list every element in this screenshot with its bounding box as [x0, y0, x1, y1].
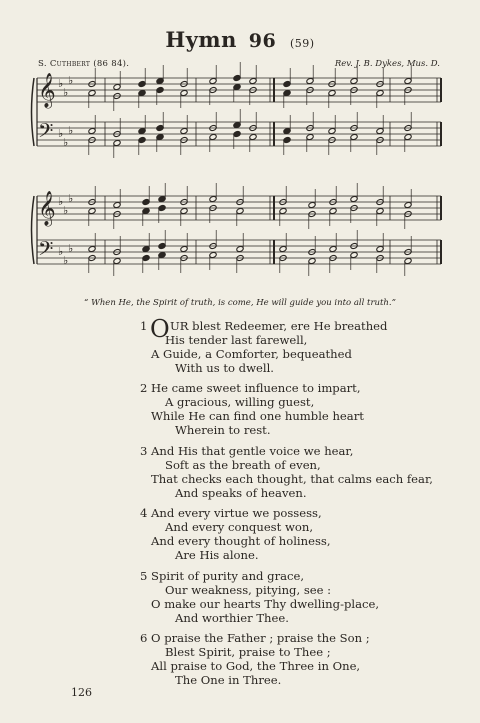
verse-line: Blest Spirit, praise to Thee ; [165, 645, 331, 659]
note-head [209, 196, 217, 203]
note-head [308, 202, 316, 209]
drop-cap: O [150, 315, 170, 343]
note-head [306, 134, 314, 141]
flat-sign: ♭ [58, 245, 64, 258]
note-head [142, 208, 150, 215]
verse-line: Wherein to rest. [175, 423, 271, 438]
note-head [308, 258, 316, 265]
note-head [236, 208, 244, 215]
note-head [404, 134, 412, 141]
hymn-number: 96 [248, 30, 277, 52]
note-head [142, 246, 150, 253]
note-head [180, 208, 188, 215]
note-head [328, 128, 336, 135]
note-head [113, 140, 121, 147]
verse-line: And every thought of holiness, [151, 534, 331, 549]
brace [32, 78, 35, 146]
note-head [156, 78, 164, 85]
note-head [350, 196, 358, 203]
note-head [113, 84, 121, 91]
flat-sign: ♭ [68, 74, 74, 87]
note-head [279, 208, 287, 215]
epigraph: “ When He, the Spirit of truth, is come, He will guide you into all truth.” [84, 298, 396, 308]
note-head [88, 128, 96, 135]
verse-line: Are His alone. [175, 548, 259, 563]
verse-line: And every conquest won, [165, 520, 314, 535]
verse-number: 3 [140, 443, 148, 458]
treble-clef: 𝄞 [38, 73, 56, 108]
note-head [180, 90, 188, 97]
flat-sign: ♭ [63, 86, 69, 99]
note-head [376, 128, 384, 135]
flat-sign: ♭ [68, 124, 74, 137]
note-head [113, 202, 121, 209]
flat-sign: ♭ [68, 242, 74, 255]
verse-line: All praise to God, the Three in One, [151, 659, 361, 673]
note-head [138, 128, 146, 135]
flat-sign: ♭ [58, 195, 64, 208]
note-head [88, 90, 96, 97]
note-head [279, 246, 287, 253]
verse-line: Soft as the breath of even, [165, 457, 321, 472]
note-head [209, 134, 217, 141]
music-system-1 [32, 62, 442, 158]
note-head [376, 246, 384, 253]
verse-line: And every virtue we possess, [151, 506, 322, 521]
note-head [283, 90, 291, 97]
note-head [329, 246, 337, 253]
flat-sign: ♭ [68, 192, 74, 205]
note-head [376, 208, 384, 215]
note-head [180, 246, 188, 253]
flat-sign: ♭ [63, 254, 69, 267]
note-head [233, 122, 241, 129]
note-head [283, 137, 291, 144]
verse-number: 2 [140, 381, 148, 396]
note-head [236, 246, 244, 253]
note-head [283, 81, 291, 88]
bass-clef: 𝄢 [38, 237, 54, 265]
verse-number: 6 [140, 631, 148, 645]
verse-number: 5 [140, 568, 148, 583]
note-head [209, 252, 217, 259]
verse-line: O praise the Father ; praise the Son ; [151, 631, 370, 645]
note-head [328, 90, 336, 97]
note-head [404, 78, 412, 85]
note-head [329, 208, 337, 215]
note-head [88, 246, 96, 253]
note-head [376, 90, 384, 97]
verse-number: 1 [140, 319, 148, 333]
note-head [156, 134, 164, 141]
note-head [156, 87, 164, 94]
verse-line: The One in Three. [175, 673, 282, 687]
treble-clef: 𝄞 [38, 191, 56, 226]
note-head [350, 134, 358, 141]
note-head [233, 84, 241, 91]
verse-line: Spirit of purity and grace, [151, 568, 305, 583]
note-head [233, 75, 241, 82]
note-head [209, 78, 217, 85]
music-score [0, 0, 480, 290]
note-head [404, 258, 412, 265]
note-head [138, 90, 146, 97]
verse-line: Our weakness, pitying, see : [165, 582, 332, 597]
tune-name: S. Cuthbert (86 84). [38, 59, 130, 69]
note-head [350, 78, 358, 85]
verse-line: And His that gentle voice we hear, [151, 443, 354, 458]
note-head [306, 78, 314, 85]
note-head [158, 252, 166, 259]
note-head [88, 208, 96, 215]
flat-sign: ♭ [63, 136, 69, 149]
hymn-title-word: Hymn [165, 27, 237, 52]
verse-line: That checks each thought, that calms each fear, [151, 471, 433, 486]
page-number: 126 [71, 686, 92, 699]
brace [32, 196, 35, 264]
note-head [283, 128, 291, 135]
verse-line: With us to dwell. [175, 361, 274, 375]
composer: Rev. J. B. Dykes, Mus. D. [334, 59, 440, 69]
note-head [142, 199, 150, 206]
note-head [249, 78, 257, 85]
verse-number: 4 [140, 506, 148, 521]
note-head [156, 125, 164, 132]
note-head [158, 205, 166, 212]
verse-line: While He can find one humble heart [151, 409, 364, 424]
note-head [138, 137, 146, 144]
note-head [113, 258, 121, 265]
note-head [350, 252, 358, 259]
note-head [158, 243, 166, 250]
verse-line: And worthier Thee. [175, 610, 289, 625]
note-head [180, 128, 188, 135]
verse-line: His tender last farewell, [165, 333, 308, 347]
note-head [158, 196, 166, 203]
flat-sign: ♭ [58, 77, 64, 90]
note-head [233, 131, 241, 138]
verse-line: A gracious, willing guest, [165, 395, 315, 410]
note-head [404, 202, 412, 209]
verse-line: And speaks of heaven. [175, 485, 307, 500]
hymn-old-number: (59) [290, 37, 315, 50]
verse-line: O make our hearts Thy dwelling-place, [151, 596, 380, 611]
verse-line: A Guide, a Comforter, bequeathed [151, 347, 352, 361]
music-system-2 [32, 183, 442, 276]
flat-sign: ♭ [63, 204, 69, 217]
note-head [142, 255, 150, 262]
verse-line: UR blest Redeemer, ere He breathed [170, 319, 388, 333]
note-head [249, 134, 257, 141]
verse-line: He came sweet influence to impart, [151, 381, 361, 396]
note-head [138, 81, 146, 88]
bass-clef: 𝄢 [38, 119, 54, 147]
flat-sign: ♭ [58, 127, 64, 140]
